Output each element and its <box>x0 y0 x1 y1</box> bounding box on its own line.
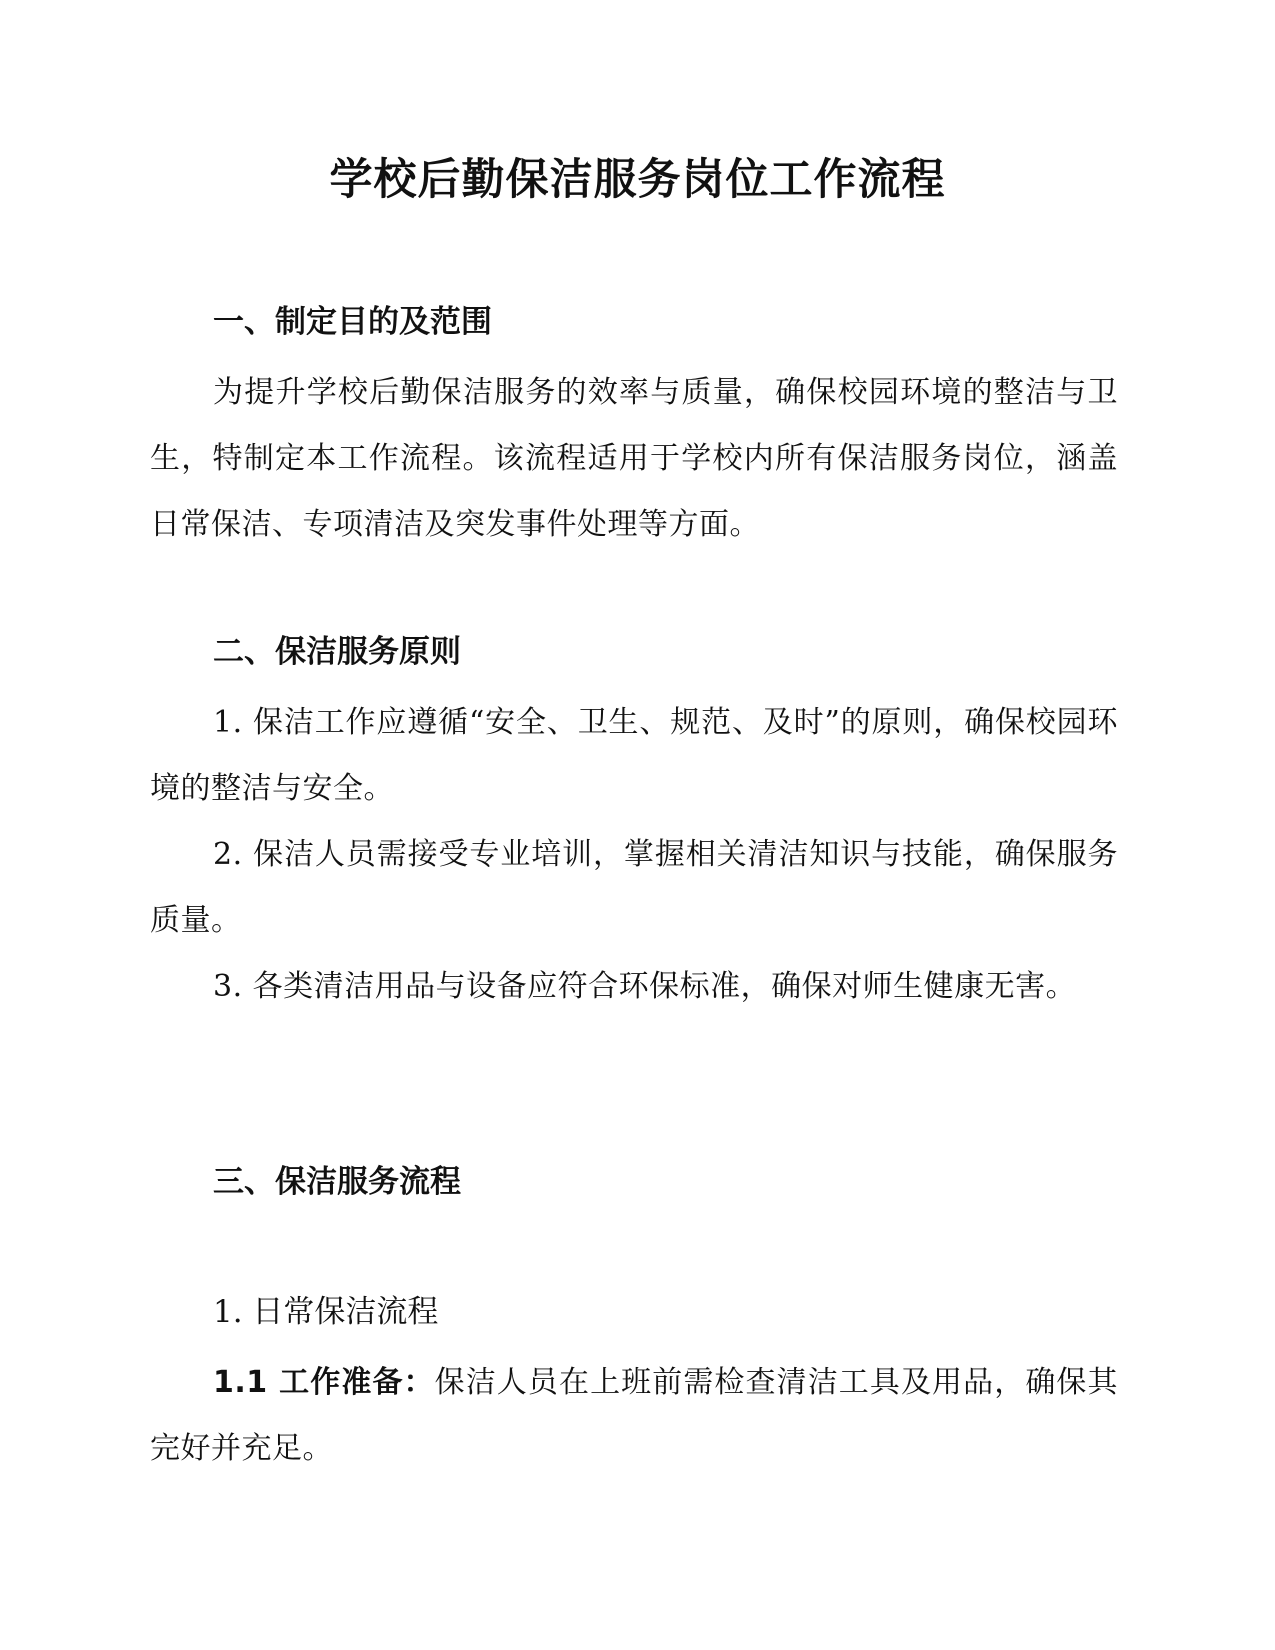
item-text-work-preparation: 保洁人员在上班前需检查清洁工具及用品，确保其完好并充足。 <box>150 1365 1118 1466</box>
document-title: 学校后勤保洁服务岗位工作流程 <box>329 155 946 205</box>
paragraph-purpose-scope: 为提升学校后勤保洁服务的效率与质量，确保校园环境的整洁与卫生，特制定本工作流程。该流程适用于学校内所有保洁服务岗位，涵盖日常保洁、专项清洁及突发事件处理等方面。 <box>150 375 1118 542</box>
section-heading-purpose-scope: 一、制定目的及范围 <box>213 304 492 340</box>
paragraph-work-preparation <box>150 1350 1118 1482</box>
subsection-heading-daily-cleaning: 1. 日常保洁流程 <box>213 1294 439 1330</box>
section-heading-process: 三、保洁服务流程 <box>213 1164 461 1200</box>
paragraph-principle-3: 3. 各类清洁用品与设备应符合环保标准，确保对师生健康无害。 <box>213 969 1077 1004</box>
section-heading-principles: 二、保洁服务原则 <box>213 634 461 670</box>
paragraph-principle-2: 2. 保洁人员需接受专业培训，掌握相关清洁知识与技能，确保服务质量。 <box>150 837 1118 938</box>
item-lead-work-preparation: 1.1 工作准备： <box>213 1365 435 1400</box>
paragraph-principle-1: 1. 保洁工作应遵循“安全、卫生、规范、及时”的原则，确保校园环境的整洁与安全。 <box>150 705 1118 806</box>
